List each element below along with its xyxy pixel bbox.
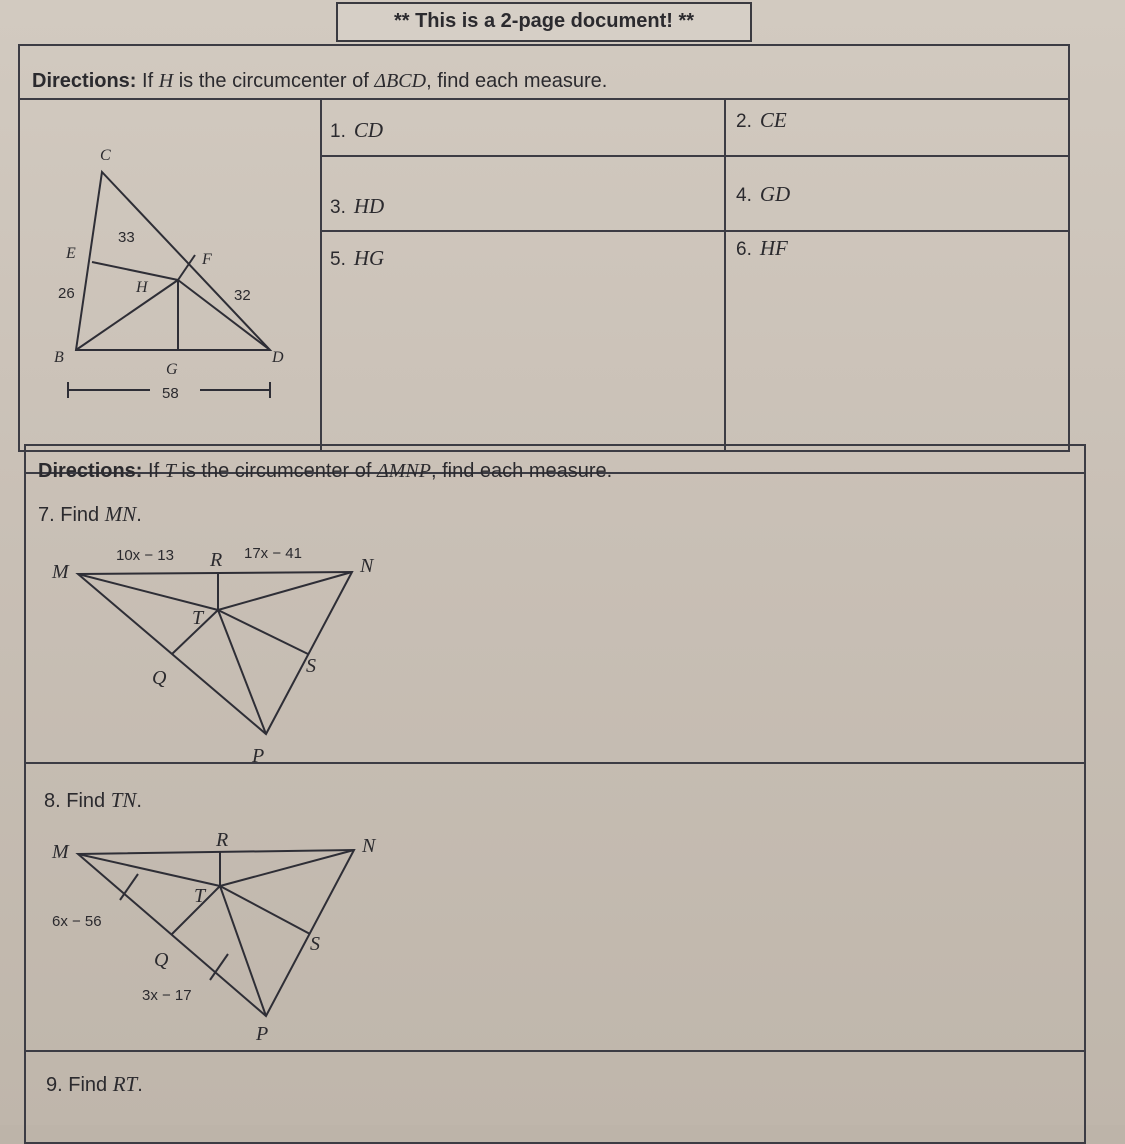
question-4: 4. GD <box>736 182 791 206</box>
point-s: S <box>306 655 316 677</box>
label-ce-33: 33 <box>118 229 135 246</box>
triangle-mnp <box>78 572 352 734</box>
point-f: F <box>202 251 212 268</box>
label-qp: 3x − 17 <box>142 987 192 1004</box>
segment-mt-8 <box>78 854 220 886</box>
point-s-8: S <box>310 933 320 955</box>
vertex-p: P <box>252 745 265 767</box>
label-bd-58: 58 <box>162 385 179 402</box>
vertex-p-8: P <box>256 1023 269 1045</box>
point-h: H <box>136 279 148 296</box>
label-mq: 6x − 56 <box>52 913 102 930</box>
section1-header-divider <box>18 98 1070 100</box>
problem-9: 9. Find RT. <box>46 1072 143 1096</box>
vertex-m-8: M <box>52 841 69 863</box>
segment-bh <box>76 280 178 350</box>
label-fd-32: 32 <box>234 287 251 304</box>
section1-directions: Directions: If H is the circumcenter of ΔBCD, find each measure. <box>32 70 608 92</box>
triangle-bcd-figure <box>0 140 300 440</box>
label-eb-26: 26 <box>58 285 75 302</box>
page-count-banner: ** This is a 2-page document! ** <box>336 2 752 42</box>
segment-nt-8 <box>220 850 354 886</box>
vertex-n-8: N <box>362 835 376 857</box>
problem-8-9-divider <box>24 1050 1086 1052</box>
vertex-n: N <box>360 555 374 577</box>
point-t-8: T <box>194 885 206 907</box>
circumcenter-variable: H <box>158 70 174 92</box>
segment-dh <box>178 280 270 350</box>
point-q: Q <box>152 667 167 689</box>
answer-row-divider-2 <box>320 230 1070 232</box>
vertex-b: B <box>54 349 64 366</box>
problem-8: 8. Find TN. <box>44 788 142 812</box>
point-q-8: Q <box>154 949 169 971</box>
vertex-c: C <box>100 147 111 164</box>
point-t: T <box>192 607 204 629</box>
triangle-mnp-figure-7 <box>40 530 440 770</box>
point-r-8: R <box>216 829 229 851</box>
triangle-mnp-figure-8 <box>40 810 440 1050</box>
question-1: 1. CD <box>330 118 384 142</box>
segment-nt <box>218 572 352 610</box>
figure-column-divider <box>320 98 322 450</box>
question-2: 2. CE <box>736 108 787 132</box>
perpendicular-e <box>92 262 178 280</box>
point-r: R <box>210 549 223 571</box>
segment-pt <box>218 610 266 734</box>
vertex-m: M <box>52 561 69 583</box>
question-3: 3. HD <box>330 194 385 218</box>
point-e: E <box>66 245 76 262</box>
directions-label-2: Directions: <box>38 460 143 482</box>
triangle-bcd <box>76 172 270 350</box>
point-g: G <box>166 361 178 378</box>
answer-row-divider-1 <box>320 155 1070 157</box>
vertex-d: D <box>272 349 284 366</box>
triangle-name: ΔBCD <box>374 70 427 92</box>
section2-directions: Directions: If T is the circumcenter of ΔMNP, find each measure. <box>38 460 613 482</box>
circumcenter-variable-2: T <box>164 460 176 482</box>
label-rn: 17x − 41 <box>244 545 302 562</box>
directions-label: Directions: <box>32 70 137 92</box>
question-6: 6. HF <box>736 236 788 260</box>
problem-7: 7. Find MN. <box>38 502 142 526</box>
triangle-name-2: ΔMNP <box>377 460 431 482</box>
question-5: 5. HG <box>330 246 385 270</box>
label-mr: 10x − 13 <box>116 547 174 564</box>
answer-column-divider <box>724 98 726 450</box>
congruence-tick-mq <box>120 874 138 900</box>
